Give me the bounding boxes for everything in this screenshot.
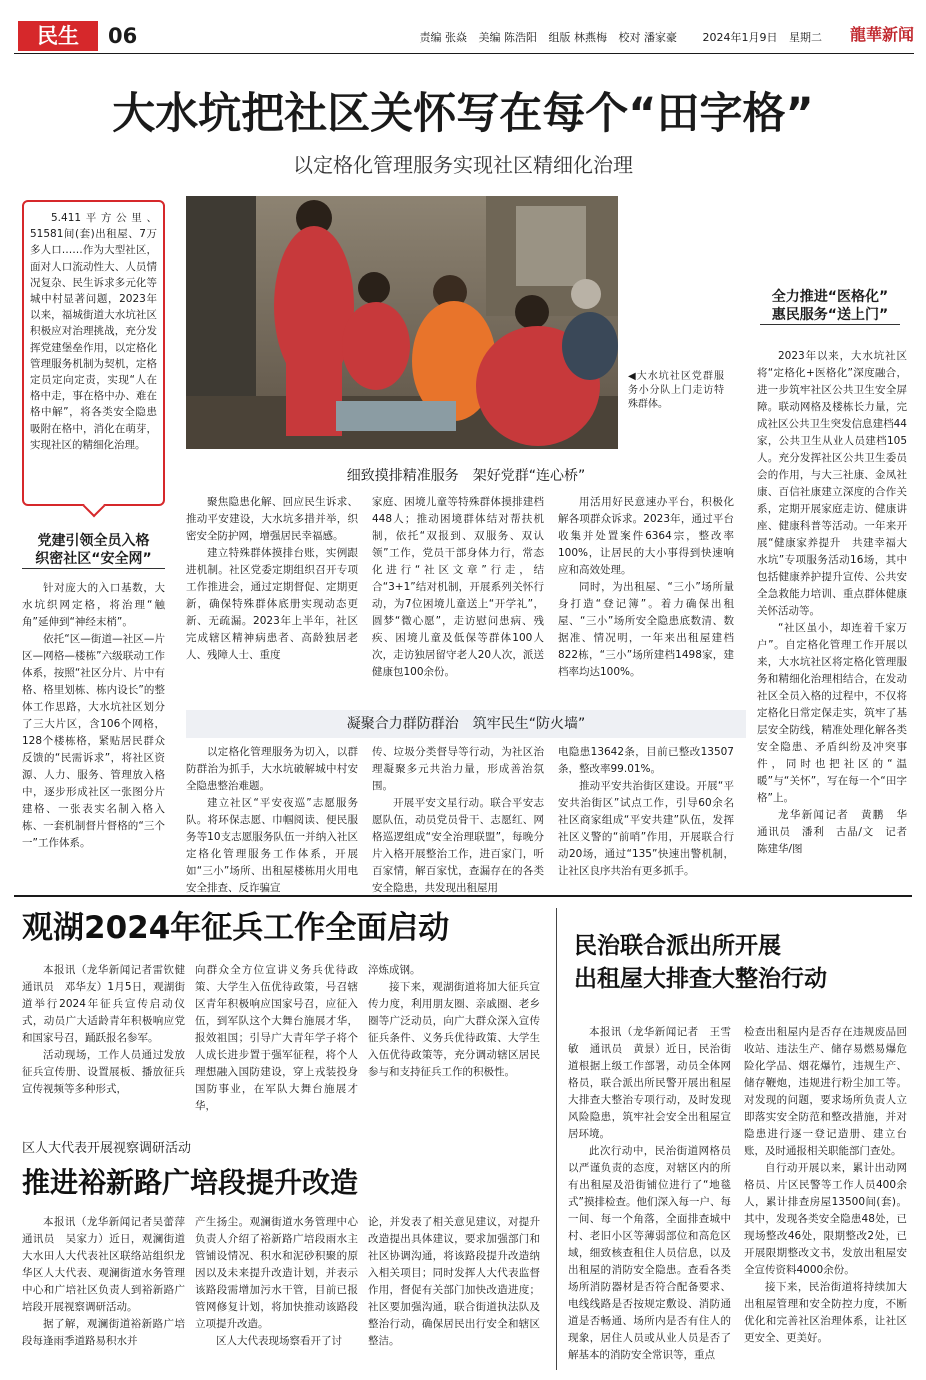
- left-paragraph: 依托“区—街道—社区—片区—网格—楼栋”六级联动工作体系，按照“社区分片、片中有格、格里划栋、栋内设长”的整体工作思路，大水坑社区划分了三大片区，含106个网格，128个楼栋格，紧贴居民群众反馈的“民需诉求”，将社区资源、人力、服务、管理放入格中，逐步形成社区一张图分片建格、一张表实名制入格入栋、一套机制督片督格的“三个一”工作体系。: [22, 633, 165, 849]
- road-para: 区人大代表现场察看开了讨: [216, 1335, 342, 1347]
- right-subhead-line2: 惠民服务“送上门”: [760, 306, 900, 325]
- road-para: 论，并发表了相关意见建议，对提升改造提出具体建议，要求加强部门和社区协调沟通，将该路段提升改造纳入相关项目；同时发挥人大代表监督作用，督促有关部门加快改造进度；社区要加强沟通，联合街道执法队及整治行动，确保居民出行安全和辖区整洁。: [368, 1216, 540, 1347]
- road-kicker: 区人大代表开展视察调研活动: [22, 1141, 192, 1156]
- road-col-2: [195, 1214, 358, 1374]
- left-subhead-line1: 党建引领全员入格: [37, 533, 150, 549]
- lead-subheadline: 以定格化管理服务实现社区精细化治理: [293, 153, 633, 177]
- conscription-para: 淬炼成钢。: [368, 964, 421, 976]
- section-divider: [14, 895, 912, 897]
- volunteers-visit-photo: [186, 196, 618, 449]
- road-headline[interactable]: 推进裕新路广培段提升改造: [22, 1166, 359, 1199]
- page-number: 06: [108, 24, 138, 48]
- newspaper-logo: 龍華新闻: [849, 25, 914, 44]
- police-headline-line1: 民治联合派出所开展: [574, 933, 781, 959]
- left-subhead: [22, 532, 165, 569]
- conscription-headline[interactable]: 观湖2024年征兵工作全面启动: [22, 910, 450, 946]
- lead-intro-text: 5.411平方公里、51581间(套)出租屋、7万多人口……作为大型社区，面对人口流动性大、人员情况复杂、民生诉求多元化等城中村显著问题，2023年以来，福城街道大水坑社区积极应对治理挑战，充分发挥党建堡垒作用，以定格化管理服务机制为契机，定格定员定向定责，实现“人在格中走，事在格中办、难在格中解”，将各类安全隐患吸附在格中，消化在萌芽，实现社区的精细化治理。: [30, 212, 157, 451]
- road-para: 本报讯（龙华新闻记者吴蕾萍 通讯员 吴家力）近日，观澜街道大水田人大代表社区联络站组织龙华区人大代表、观澜街道水务管理中心和广培社区负责人到裕新路广培段开展视察调研活动。: [22, 1216, 196, 1313]
- mid-subhead-2-text: 凝聚合力群防群治 筑牢民生“防火墙”: [346, 716, 586, 732]
- road-para: 产生扬尘。观澜街道水务管理中心负责人介绍了裕新路广培段雨水主管铺设情况、积水和泥砂积聚的原因以及未来提升改造计划，并表示该路段需增加污水干管，目前已报管网修复计划，将加快推动该路段立项提升改造。: [195, 1216, 358, 1330]
- column-divider: [556, 908, 557, 1370]
- road-para: 据了解，观澜街道裕新路广培段每逢雨季道路易积水并: [22, 1318, 185, 1347]
- police-para: 此次行动中，民治街道网格员以严谨负责的态度，对辖区内的所有出租屋及沿街铺位进行了“地毯式”摸排检查。他们深入每一户、每一间、每一个角落，全面排查城中村、老旧小区等薄弱部位和高危区域，细致核查租住人员信息，以及出租屋的消防安全隐患。查看各类场所消防器材是否符合配备要求、电线线路是否按规定敷设、消防通道是否畅通、场所内是否有住人的现象，居住人员或从业人员是否了解基本的消防安全常识等，重点: [568, 1145, 731, 1361]
- mid-col-1-para: 聚焦隐患化解、回应民生诉求、推动平安建设，大水坑多措并举，织密安全防护网，增强居民幸福感。: [186, 496, 358, 542]
- right-paragraph: 2023年以来，大水坑社区将“定格化+医格化”深度融合，进一步筑牢社区公共卫生安全屏障。联动网格及楼栋长力量，完成社区公共卫生突发信息建档44家，公共卫生从业人员建档105人。充分发挥社区公共卫生委员会的作用，与大三社康、金凤社康、百信社康建立深度的合作关系，定期开展家庭走访、健康讲座、健康科普等活动。一年来开展“健康家养提升 共建幸福大水坑”专项服务活动16场，其中包括健康养护提升宣传、公共安全急救能力培训、重点群体健康关怀活动等。: [757, 350, 907, 617]
- road-col-3: [368, 1214, 540, 1374]
- low-col-2-para: 传、垃圾分类督导等行动，为社区治理凝聚多元共治力量，形成善治氛围。: [372, 746, 544, 792]
- road-col-1: [22, 1214, 196, 1374]
- editor-credit: 责编 张焱: [419, 31, 467, 44]
- mid-col-1-para: 建立特殊群体摸排台账，实例跟进机制。社区党委定期组织召开专项工作推进会，通过定期督促、定期更新，确保特殊群体底册实现动态更新、无疏漏。2023年上半年，社区完成辖区精神病患者、高龄独居老人、残障人士、重度: [186, 547, 358, 661]
- right-byline: 龙华新闻记者 黄鹏 华 通讯员 潘利 古晶/文 记者 陈建华/图: [757, 809, 918, 855]
- police-col-2: [744, 1024, 907, 1374]
- right-subhead-line1: 全力推进“医格化”: [771, 289, 889, 305]
- police-para: 本报讯（龙华新闻记者 王雪敏 通讯员 黄景）近日，民治街道根据上级工作部署，动员全体网格员，联合派出所民警开展出租屋大排查大整治专项行动，及时发现风险隐患，筑牢社会安全出租屋宣居环境。: [568, 1026, 731, 1140]
- right-paragraph: “社区虽小，却连着千家万户”。自定格化管理工作开展以来，大水坑社区将定格化管理服务和精细化治理相结合，在发动社区全员入格的过程中，不仅将定格化日常定保走实，筑牢了基层安全防线，精准处理化解各类安全隐患、矛盾纠纷及冲突事件，同时也把社区的“温暖”与“关怀”，写在每一个“田字格”上。: [757, 622, 907, 804]
- police-para: 自行动开展以来，累计出动网格员、片区民警等工作人员400余人，累计排查房屋13500间(套)。其中，发现各类安全隐患48处，已现场整改46处，限期整改2处，已开展限期整改文书，发放出租屋安全宣传资料4000余份。: [744, 1162, 907, 1276]
- conscription-para: 活动现场，工作人员通过发放征兵宣传册、设置展板、播放征兵宣传视频等多种形式，: [22, 1049, 185, 1095]
- conscription-para: 接下来，观湖街道将加大征兵宣传力度，利用朋友圈、亲戚圈、老乡圈等广泛动员，向广大群众深入宣传征兵条件、义务兵优待政策、大学生入伍优待政策等，充分调动辖区居民参与和支持征兵工作的积极性。: [368, 981, 540, 1078]
- police-headline[interactable]: [574, 930, 827, 996]
- low-col-3-para: 电隐患13642条，目前已整改13507条，整改率99.01%。: [558, 746, 734, 775]
- police-para: 检查出租屋内是否存在违规废品回收站、违法生产、储存易燃易爆危险化学品、烟花爆竹，违规生产、储存鞭炮，违规进行粉尘加工等。对发现的问题，要求场所负责人立即落实安全防范和整改措施，并对隐患进行逐一登记造册、建立台账，及时通报相关职能部门查处。: [744, 1026, 907, 1157]
- conscription-col-1: [22, 962, 196, 1112]
- conscription-col-3: [368, 962, 540, 1112]
- mid-col-3-para: 用活用好民意速办平台，积极化解各项群众诉求。2023年，通过平台收集并处置案件6364宗，整改率100%，让居民的大小事得到快速响应和高效处理。: [558, 496, 734, 576]
- left-paragraph: 针对庞大的入口基数，大水坑织网定格，将治理“触角”延伸到“神经末梢”。: [22, 582, 165, 628]
- conscription-para: 向群众全方位宣讲义务兵优待政策、大学生入伍优待政策，号召辖区青年积极响应国家号召，应征入伍，到军队这个大舞台施展才华，报效祖国；引导广大青年学子将个人成长进步置于强军征程，将个人理想融入国防建设，穿上戎装投身国防事业，在军队大舞台施展才华，: [195, 964, 358, 1112]
- lead-headline[interactable]: 大水坑把社区关怀写在每个“田字格”: [112, 89, 814, 139]
- mid-col-3-para: 同时，为出租屋、“三小”场所量身打造“登记簿”。着力确保出租屋、“三小”场所安全隐患底数清、数据准、情况明，一年来出租屋建档822栋，“三小”场所建档1498家，建档率均达100%。: [558, 581, 734, 678]
- lead-intro-box: [22, 200, 165, 506]
- issue-date: 2024年1月9日: [702, 31, 778, 44]
- police-headline-line2: 出租屋大排查大整治行动: [574, 966, 827, 992]
- page-header: [14, 14, 914, 54]
- issue-weekday: 星期二: [789, 31, 822, 44]
- proof-credit: 校对 潘家豪: [618, 31, 677, 44]
- mid-subhead-2: [186, 710, 746, 738]
- designer-credit: 美编 陈浩阳: [478, 31, 537, 44]
- mid-col-2: [372, 494, 544, 704]
- left-column: [22, 580, 165, 930]
- low-col-3: [558, 744, 734, 944]
- masthead-credits: [412, 31, 823, 45]
- photo-caption: ◀大水坑社区党群服务小分队上门走访特殊群体。: [628, 371, 724, 410]
- right-column: [757, 348, 918, 908]
- lead-photo: [186, 196, 618, 449]
- low-col-3-para: 推动平安共治街区建设。开展“平安共治街区”试点工作，引导60余名社区商家组成“平安共建”队伍，发挥社区义警的“前哨”作用，开展联合行动20场，通过“135”快速出警机制，让社区良序共治有更多抓手。: [558, 780, 734, 877]
- mid-subhead-1: [186, 462, 746, 490]
- mid-col-2-para: 家庭、困境儿童等特殊群体摸排建档448人；推动困境群体结对帮扶机制，依托“双报到、双服务、双认领”工作，党员干部身体力行，常态化进行“社区文章”行走，结合“3+1”结对机制，开展系列关怀行动，为7位困境儿童送上“开学礼”，圆梦“微心愿”，走访慰问患病、残疾、困境儿童及低保等群体100人次，走访独居留守老人20人次，派送健康包100余份。: [372, 496, 544, 678]
- conscription-para: 本报讯（龙华新闻记者雷钦健 通讯员 邓华友）1月5日，观湖街道举行2024年征兵宣传启动仪式，动员广大适龄青年积极响应党和国家号召，踊跃报名参军。: [22, 964, 196, 1044]
- right-subhead: [760, 288, 900, 325]
- police-col-1: [568, 1024, 731, 1374]
- police-para: 接下来，民治街道将持续加大出租屋管理和安全防控力度，不断优化和完善社区治理体系，让社区更安全、更美好。: [744, 1281, 907, 1344]
- left-subhead-line2: 织密社区“安全网”: [22, 550, 165, 569]
- mid-col-1: [186, 494, 358, 704]
- low-col-2-para: 开展平安文星行动。联合平安志愿队伍，动员党员骨干、志愿红、网格巡逻组成“安全治理联盟”，每晚分片入格开展整治工作，进百家门，听百家情，解百家忧，查漏存在的各类安全隐患，共发现出租屋用: [372, 797, 544, 894]
- conscription-col-2: [195, 962, 358, 1112]
- section-badge[interactable]: 民生: [18, 21, 98, 51]
- low-col-1-para: 建立社区“平安夜巡”志愿服务队。将环保志愿、巾帼阅读、便民服务等10支志愿服务队伍一并纳入社区定格化管理服务工作体系，开展如“三小”场所、出租屋楼栋用火用电安全排查、反诈骗宣: [186, 797, 358, 894]
- low-col-1-para: 以定格化管理服务为切入，以群防群治为抓手，大水坑破解城中村安全隐患整治难题。: [186, 746, 358, 792]
- layout-credit: 组版 林燕梅: [548, 31, 607, 44]
- mid-col-3: [558, 494, 734, 704]
- mid-subhead-1-text: 细致摸排精准服务 架好党群“连心桥”: [346, 468, 586, 484]
